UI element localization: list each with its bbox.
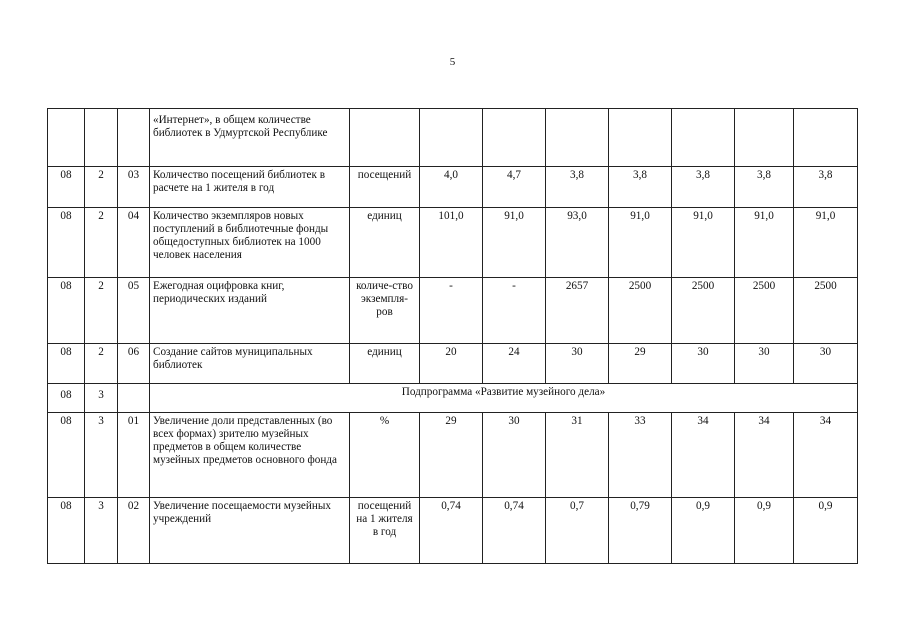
table-row: [48, 278, 858, 344]
code-cell: 08: [48, 498, 85, 564]
value-cell: 3,8: [672, 167, 735, 208]
value-cell: [420, 109, 483, 167]
value-cell: 3,8: [735, 167, 794, 208]
value-cell: 29: [609, 344, 672, 384]
code-cell: 08: [48, 344, 85, 384]
indicator-name: Создание сайтов муниципальных библиотек: [150, 344, 350, 384]
code-cell: 08: [48, 208, 85, 278]
unit-cell: [350, 109, 420, 167]
code-cell: 2: [85, 278, 118, 344]
indicators-table: [47, 108, 858, 564]
unit-cell: единиц: [350, 344, 420, 384]
value-cell: -: [420, 278, 483, 344]
code-cell: 08: [48, 278, 85, 344]
code-cell: 02: [118, 498, 150, 564]
value-cell: 30: [546, 344, 609, 384]
value-cell: 34: [794, 413, 858, 498]
indicator-name: Количество посещений библиотек в расчете на 1 жителя в год: [150, 167, 350, 208]
unit-cell: посещений: [350, 167, 420, 208]
value-cell: 2500: [672, 278, 735, 344]
value-cell: 30: [672, 344, 735, 384]
value-cell: 0,74: [420, 498, 483, 564]
value-cell: 101,0: [420, 208, 483, 278]
value-cell: 31: [546, 413, 609, 498]
value-cell: 0,7: [546, 498, 609, 564]
value-cell: 4,7: [483, 167, 546, 208]
value-cell: 2500: [794, 278, 858, 344]
value-cell: 93,0: [546, 208, 609, 278]
code-cell: 04: [118, 208, 150, 278]
value-cell: 91,0: [735, 208, 794, 278]
code-cell: 2: [85, 208, 118, 278]
code-cell: [85, 109, 118, 167]
value-cell: -: [483, 278, 546, 344]
value-cell: 91,0: [672, 208, 735, 278]
value-cell: 33: [609, 413, 672, 498]
code-cell: 06: [118, 344, 150, 384]
value-cell: [546, 109, 609, 167]
table-row: [48, 498, 858, 564]
value-cell: 91,0: [483, 208, 546, 278]
unit-cell: посещений на 1 жителя в год: [350, 498, 420, 564]
value-cell: 4,0: [420, 167, 483, 208]
code-cell: [118, 384, 150, 413]
table-row: [48, 167, 858, 208]
indicator-name: Количество экземпляров новых поступлений в библиотечные фонды общедоступных библиотек на 1000 человек населения: [150, 208, 350, 278]
table-row: [48, 344, 858, 384]
value-cell: 34: [735, 413, 794, 498]
value-cell: 0,9: [735, 498, 794, 564]
unit-cell: количе-ство экземпля-ров: [350, 278, 420, 344]
value-cell: 91,0: [794, 208, 858, 278]
code-cell: 08: [48, 167, 85, 208]
table-row: [48, 109, 858, 167]
value-cell: 29: [420, 413, 483, 498]
code-cell: 01: [118, 413, 150, 498]
value-cell: [609, 109, 672, 167]
code-cell: [118, 109, 150, 167]
value-cell: 0,9: [794, 498, 858, 564]
code-cell: 2: [85, 344, 118, 384]
value-cell: [794, 109, 858, 167]
subprogram-title: Подпрограмма «Развитие музейного дела»: [150, 384, 858, 413]
value-cell: 3,8: [609, 167, 672, 208]
indicator-name: Увеличение посещаемости музейных учреждений: [150, 498, 350, 564]
value-cell: 2657: [546, 278, 609, 344]
unit-cell: %: [350, 413, 420, 498]
code-cell: [48, 109, 85, 167]
code-cell: 05: [118, 278, 150, 344]
value-cell: 20: [420, 344, 483, 384]
value-cell: 34: [672, 413, 735, 498]
indicator-name: «Интернет», в общем количестве библиотек в Удмуртской Республике: [150, 109, 350, 167]
value-cell: 30: [735, 344, 794, 384]
code-cell: 08: [48, 384, 85, 413]
indicator-name: Увеличение доли представленных (во всех формах) зрителю музейных предметов в общем количестве музейных предметов основного фонда: [150, 413, 350, 498]
indicator-name: Ежегодная оцифровка книг, периодических изданий: [150, 278, 350, 344]
code-cell: 3: [85, 413, 118, 498]
code-cell: 2: [85, 167, 118, 208]
value-cell: 3,8: [794, 167, 858, 208]
value-cell: 24: [483, 344, 546, 384]
value-cell: 0,79: [609, 498, 672, 564]
value-cell: [672, 109, 735, 167]
value-cell: 0,9: [672, 498, 735, 564]
value-cell: 2500: [609, 278, 672, 344]
table-row: [48, 384, 858, 413]
page-number: 5: [449, 56, 456, 68]
value-cell: 2500: [735, 278, 794, 344]
value-cell: 3,8: [546, 167, 609, 208]
code-cell: 08: [48, 413, 85, 498]
value-cell: [735, 109, 794, 167]
value-cell: 0,74: [483, 498, 546, 564]
table-row: [48, 208, 858, 278]
table-row: [48, 413, 858, 498]
code-cell: 3: [85, 384, 118, 413]
code-cell: 03: [118, 167, 150, 208]
value-cell: 30: [483, 413, 546, 498]
value-cell: 30: [794, 344, 858, 384]
value-cell: [483, 109, 546, 167]
value-cell: 91,0: [609, 208, 672, 278]
code-cell: 3: [85, 498, 118, 564]
unit-cell: единиц: [350, 208, 420, 278]
